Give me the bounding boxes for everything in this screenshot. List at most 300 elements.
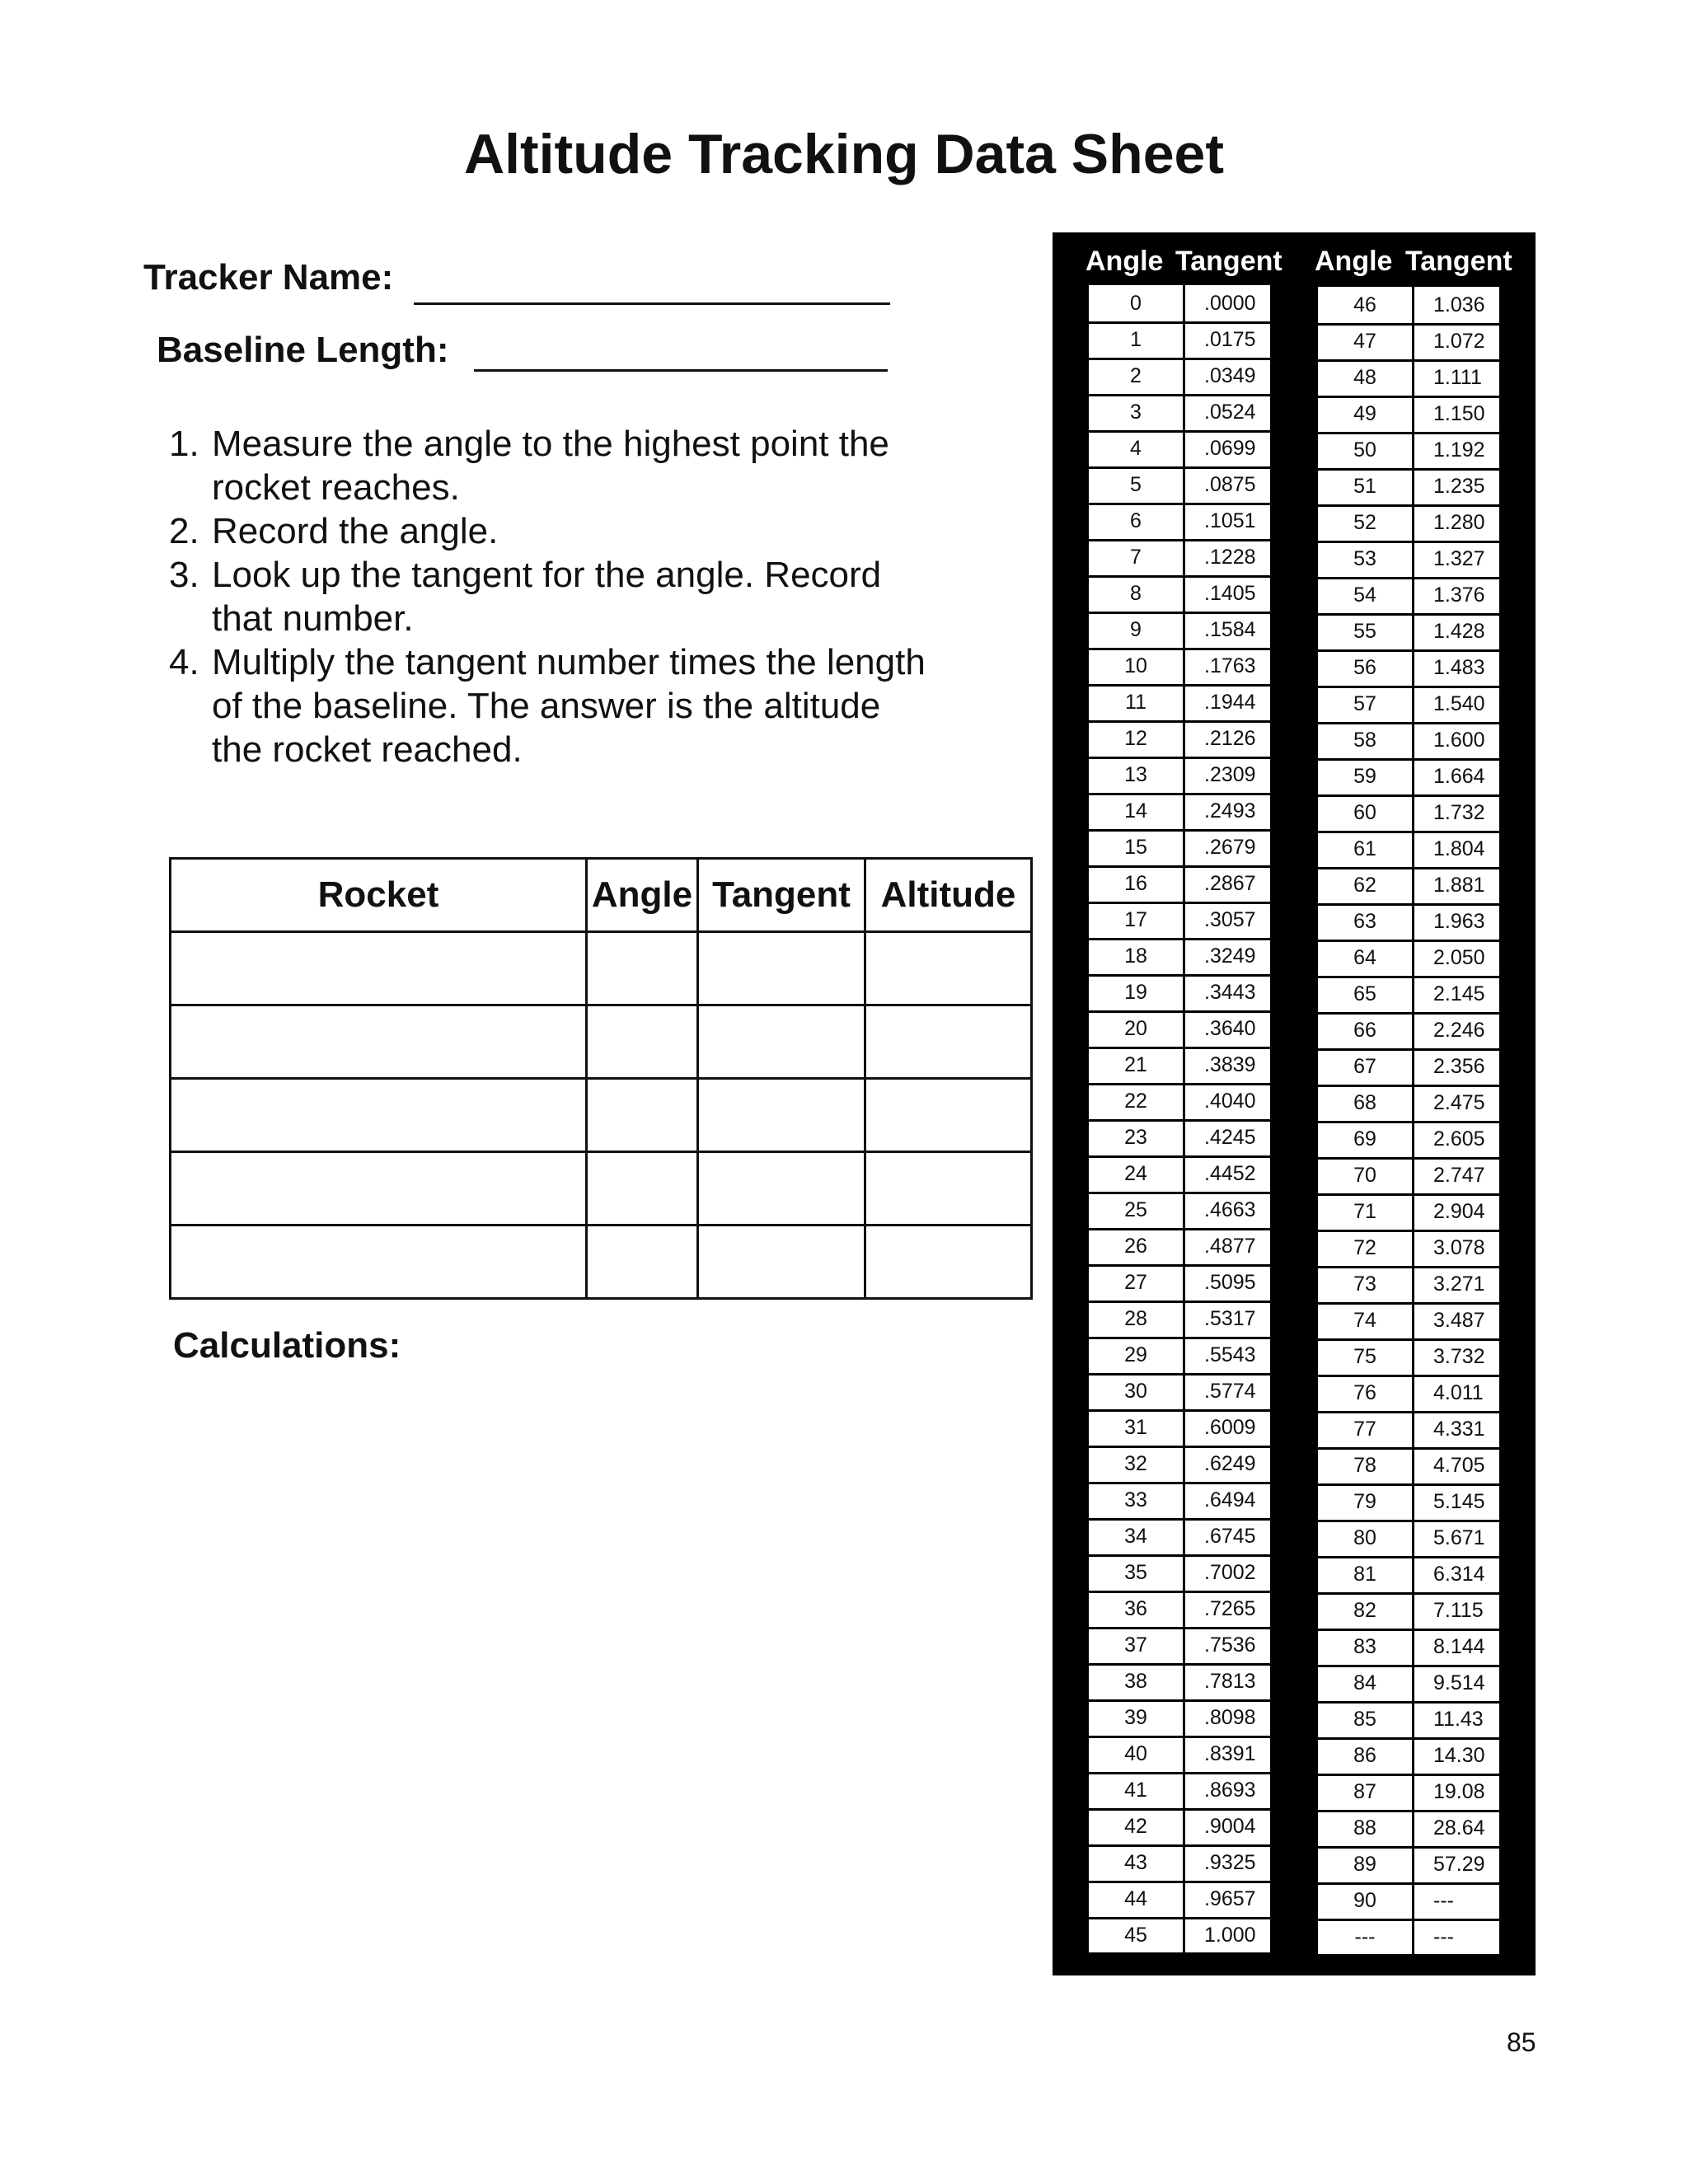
tangent-value: .3443 <box>1204 981 1256 1004</box>
instruction-text: Record the angle. <box>212 511 499 551</box>
angle-value: 14 <box>1089 793 1185 829</box>
tangent-row <box>1089 1337 1270 1376</box>
tangent-row <box>1089 1554 1270 1593</box>
tangent-row <box>1318 1737 1499 1776</box>
tangent-row <box>1089 1881 1270 1919</box>
tangent-row <box>1089 1155 1270 1194</box>
angle-value: 50 <box>1318 432 1414 468</box>
angle-value: 67 <box>1318 1048 1414 1085</box>
tangent-row <box>1318 1483 1499 1522</box>
tangent-row <box>1089 720 1270 759</box>
tangent-row <box>1318 504 1499 543</box>
angle-value: 5 <box>1089 466 1185 503</box>
angle-value: 24 <box>1089 1155 1185 1192</box>
tangent-row <box>1089 1083 1270 1122</box>
angle-value: 3 <box>1089 394 1185 430</box>
angle-value: 56 <box>1318 649 1414 686</box>
angle-value: 40 <box>1089 1736 1185 1772</box>
tangent-value: 8.144 <box>1433 1635 1485 1658</box>
tangent-row <box>1318 359 1499 398</box>
tangent-row <box>1318 831 1499 869</box>
tangent-row <box>1089 829 1270 868</box>
page-title: Altitude Tracking Data Sheet <box>464 123 1224 185</box>
tangent-row <box>1318 1846 1499 1885</box>
tangent-value: 2.246 <box>1433 1019 1485 1042</box>
calculations-label: Calculations: <box>173 1325 401 1366</box>
tangent-row <box>1318 1012 1499 1051</box>
angle-value: 88 <box>1318 1810 1414 1846</box>
tangent-row <box>1089 1301 1270 1339</box>
table-row <box>171 1005 1032 1079</box>
angle-value: 64 <box>1318 940 1414 976</box>
tangent-row <box>1318 432 1499 471</box>
angle-value: 30 <box>1089 1373 1185 1409</box>
tangent-row <box>1318 1338 1499 1377</box>
angle-value: 71 <box>1318 1193 1414 1230</box>
angle-value: 19 <box>1089 974 1185 1010</box>
tangent-value: 1.000 <box>1204 1924 1256 1947</box>
tangent-row <box>1089 1518 1270 1557</box>
tangent-cell[interactable] <box>698 932 865 1005</box>
tangent-value: 3.487 <box>1433 1309 1485 1332</box>
tangent-value: 1.036 <box>1433 293 1485 316</box>
tangent-cell[interactable] <box>698 1005 865 1079</box>
angle-value: 81 <box>1318 1556 1414 1592</box>
rocket-cell[interactable] <box>171 1079 587 1152</box>
tangent-row <box>1318 649 1499 688</box>
tangent-value: 1.483 <box>1433 656 1485 679</box>
tangent-value: .0349 <box>1204 364 1256 387</box>
tangent-value: .1051 <box>1204 509 1256 532</box>
tangent-row <box>1089 902 1270 940</box>
baseline-length-field[interactable] <box>474 369 888 372</box>
angle-value: 31 <box>1089 1409 1185 1446</box>
angle-value: 55 <box>1318 613 1414 649</box>
tangent-value: 1.664 <box>1433 765 1485 788</box>
angle-value: 22 <box>1089 1083 1185 1119</box>
table-row <box>171 1226 1032 1299</box>
tangent-value: 3.732 <box>1433 1345 1485 1368</box>
tangent-row <box>1089 503 1270 541</box>
tangent-value: .5095 <box>1204 1271 1256 1294</box>
tangent-row <box>1318 1302 1499 1341</box>
tangent-row <box>1318 1048 1499 1087</box>
tangent-cell[interactable] <box>698 1152 865 1226</box>
angle-value: 62 <box>1318 867 1414 903</box>
angle-cell[interactable] <box>587 1226 698 1299</box>
angle-value: 75 <box>1318 1338 1414 1375</box>
tangent-row <box>1318 1193 1499 1232</box>
tangent-value: .9325 <box>1204 1851 1256 1874</box>
tangent-value: 19.08 <box>1433 1780 1485 1803</box>
angle-value: 36 <box>1089 1591 1185 1627</box>
angle-value: 39 <box>1089 1699 1185 1736</box>
tangent-row <box>1089 539 1270 578</box>
tangent-row <box>1089 1699 1270 1738</box>
tangent-row <box>1089 684 1270 723</box>
right-tangent-header: Tangent <box>1405 246 1512 277</box>
tangent-row <box>1089 1010 1270 1049</box>
tangent-row <box>1318 1230 1499 1268</box>
tangent-row <box>1089 394 1270 433</box>
tangent-value: 7.115 <box>1433 1599 1484 1622</box>
tangent-value: .7813 <box>1204 1670 1256 1693</box>
angle-value: 74 <box>1318 1302 1414 1338</box>
angle-value: 65 <box>1318 976 1414 1012</box>
tangent-value: .8391 <box>1204 1742 1256 1765</box>
angle-value: 32 <box>1089 1446 1185 1482</box>
angle-cell[interactable] <box>587 1079 698 1152</box>
tangent-column-right <box>1318 287 1499 1954</box>
altitude-cell[interactable] <box>865 932 1032 1005</box>
angle-value: 54 <box>1318 577 1414 613</box>
instructions-list <box>169 422 935 771</box>
angle-value: 69 <box>1318 1121 1414 1157</box>
tangent-value: 2.356 <box>1433 1055 1485 1078</box>
angle-value: 47 <box>1318 323 1414 359</box>
angle-value: 8 <box>1089 575 1185 612</box>
tangent-value: .2493 <box>1204 799 1256 823</box>
tangent-value: 3.078 <box>1433 1236 1485 1259</box>
tangent-value: .9657 <box>1204 1887 1256 1910</box>
angle-value: 87 <box>1318 1774 1414 1810</box>
rocket-cell[interactable] <box>171 1005 587 1079</box>
angle-value: 63 <box>1318 903 1414 940</box>
tangent-row <box>1318 577 1499 616</box>
angle-value: 59 <box>1318 758 1414 794</box>
angle-value: 72 <box>1318 1230 1414 1266</box>
tangent-value: 1.600 <box>1433 729 1485 752</box>
tangent-row <box>1089 938 1270 977</box>
angle-value: 11 <box>1089 684 1185 720</box>
tangent-row <box>1089 1228 1270 1267</box>
angle-value: 2 <box>1089 358 1185 394</box>
angle-value: 83 <box>1318 1629 1414 1665</box>
tangent-value: 9.514 <box>1433 1671 1485 1694</box>
angle-value: 20 <box>1089 1010 1185 1047</box>
tangent-column-header: Tangent <box>698 859 865 932</box>
tangent-value: 2.605 <box>1433 1127 1485 1151</box>
tangent-value: 14.30 <box>1433 1744 1485 1767</box>
angle-cell[interactable] <box>587 932 698 1005</box>
angle-value: 46 <box>1318 287 1414 323</box>
tangent-value: 3.271 <box>1433 1272 1485 1296</box>
angle-value: 41 <box>1089 1772 1185 1808</box>
angle-value: 44 <box>1089 1881 1185 1917</box>
tangent-value: .6745 <box>1204 1525 1256 1548</box>
tangent-row <box>1318 541 1499 579</box>
angle-value: 37 <box>1089 1627 1185 1663</box>
tangent-row <box>1318 976 1499 1015</box>
angle-value: 45 <box>1089 1917 1185 1953</box>
left-angle-header: Angle <box>1085 246 1164 277</box>
tangent-value: .8693 <box>1204 1779 1256 1802</box>
altitude-cell[interactable] <box>865 1005 1032 1079</box>
tangent-row <box>1089 466 1270 505</box>
angle-value: 35 <box>1089 1554 1185 1591</box>
tangent-value: .2126 <box>1204 727 1256 750</box>
angle-value: 25 <box>1089 1192 1185 1228</box>
angle-value: 26 <box>1089 1228 1185 1264</box>
instruction-number: 2. <box>169 511 199 551</box>
tangent-row <box>1089 321 1270 360</box>
tangent-row <box>1318 686 1499 724</box>
angle-value: 60 <box>1318 794 1414 831</box>
angle-value: 82 <box>1318 1592 1414 1629</box>
tangent-value: .4663 <box>1204 1198 1256 1221</box>
tangent-value: 1.376 <box>1433 583 1485 607</box>
tangent-row <box>1318 1447 1499 1486</box>
instruction-number: 1. <box>169 424 199 464</box>
angle-value: 21 <box>1089 1047 1185 1083</box>
tangent-row <box>1089 1844 1270 1883</box>
instruction-number: 3. <box>169 555 199 595</box>
tangent-cell[interactable] <box>698 1226 865 1299</box>
tangent-value: 1.327 <box>1433 547 1485 570</box>
altitude-cell[interactable] <box>865 1226 1032 1299</box>
tangent-value: .1944 <box>1204 691 1256 714</box>
table-row <box>171 932 1032 1005</box>
tangent-value: 1.150 <box>1433 402 1485 425</box>
table-row <box>171 1152 1032 1226</box>
tangent-row <box>1089 612 1270 650</box>
instruction-item <box>169 640 935 771</box>
tangent-value: .1228 <box>1204 546 1256 569</box>
tangent-value: 1.111 <box>1433 366 1482 389</box>
tangent-value: 2.145 <box>1433 982 1485 1005</box>
angle-value: 57 <box>1318 686 1414 722</box>
tangent-value: .0524 <box>1204 401 1256 424</box>
angle-value: 90 <box>1318 1882 1414 1919</box>
tangent-value: .8098 <box>1204 1706 1256 1729</box>
angle-value: 17 <box>1089 902 1185 938</box>
tangent-value: .6009 <box>1204 1416 1256 1439</box>
tangent-lookup-table <box>1053 232 1536 1975</box>
tangent-row <box>1318 468 1499 507</box>
rocket-cell[interactable] <box>171 932 587 1005</box>
baseline-length-label: Baseline Length: <box>157 330 449 370</box>
tangent-value: 4.705 <box>1433 1454 1485 1477</box>
instruction-item <box>169 422 935 509</box>
tangent-row <box>1318 1701 1499 1740</box>
tangent-value: 1.963 <box>1433 910 1485 933</box>
tangent-row <box>1089 1409 1270 1448</box>
tangent-row <box>1089 358 1270 396</box>
tangent-row <box>1089 1591 1270 1629</box>
altitude-cell[interactable] <box>865 1152 1032 1226</box>
instruction-number: 4. <box>169 642 199 682</box>
angle-value: 1 <box>1089 321 1185 358</box>
angle-value: 68 <box>1318 1085 1414 1121</box>
instruction-item <box>169 553 935 640</box>
tangent-row <box>1089 1373 1270 1412</box>
angle-value: 79 <box>1318 1483 1414 1520</box>
tangent-value: 1.540 <box>1433 692 1485 715</box>
tangent-row <box>1089 1808 1270 1847</box>
tangent-value: .3249 <box>1204 944 1256 968</box>
angle-value: 4 <box>1089 430 1185 466</box>
altitude-column-header: Altitude <box>865 859 1032 932</box>
angle-value: 33 <box>1089 1482 1185 1518</box>
tangent-value: --- <box>1433 1925 1454 1948</box>
tangent-value: 1.192 <box>1433 438 1485 462</box>
tangent-value: 1.235 <box>1433 475 1485 498</box>
angle-value: 38 <box>1089 1663 1185 1699</box>
angle-value: --- <box>1318 1919 1414 1955</box>
rocket-record-table <box>169 857 1033 1300</box>
tangent-value: 1.428 <box>1433 620 1485 643</box>
angle-value: 23 <box>1089 1119 1185 1155</box>
page-number: 85 <box>1507 2027 1536 2057</box>
tangent-row <box>1318 758 1499 797</box>
tangent-row <box>1089 1772 1270 1811</box>
angle-value: 6 <box>1089 503 1185 539</box>
tangent-row <box>1089 1192 1270 1230</box>
angle-value: 13 <box>1089 757 1185 793</box>
angle-value: 29 <box>1089 1337 1185 1373</box>
tangent-value: 1.881 <box>1433 874 1485 897</box>
tangent-value: 2.050 <box>1433 946 1485 969</box>
tangent-row <box>1318 794 1499 833</box>
tangent-value: .3057 <box>1204 908 1256 931</box>
tangent-value: .5317 <box>1204 1307 1256 1330</box>
tangent-value: .4877 <box>1204 1235 1256 1258</box>
tangent-value: .0699 <box>1204 437 1256 460</box>
rocket-cell[interactable] <box>171 1152 587 1226</box>
tangent-value: 4.011 <box>1433 1381 1484 1404</box>
table-header-row <box>171 859 1032 932</box>
tangent-value: 5.671 <box>1433 1526 1485 1549</box>
tangent-value: .9004 <box>1204 1815 1256 1838</box>
tangent-row <box>1318 1882 1499 1921</box>
tangent-row <box>1318 1520 1499 1558</box>
rocket-cell[interactable] <box>171 1226 587 1299</box>
altitude-cell[interactable] <box>865 1079 1032 1152</box>
tangent-row <box>1318 1774 1499 1812</box>
tangent-row <box>1089 648 1270 687</box>
angle-value: 49 <box>1318 396 1414 432</box>
tangent-cell[interactable] <box>698 1079 865 1152</box>
tangent-row <box>1089 865 1270 904</box>
angle-value: 15 <box>1089 829 1185 865</box>
tangent-row <box>1089 1047 1270 1085</box>
tangent-row <box>1089 1264 1270 1303</box>
tangent-row <box>1318 722 1499 761</box>
tangent-row <box>1318 1556 1499 1595</box>
instruction-text: Measure the angle to the highest point the rocket reaches. <box>212 424 889 508</box>
tangent-row <box>1318 1665 1499 1704</box>
tangent-value: .7265 <box>1204 1597 1256 1620</box>
tangent-row <box>1318 287 1499 326</box>
tangent-value: .6494 <box>1204 1488 1256 1511</box>
angle-column-header: Angle <box>587 859 698 932</box>
tracker-name-field[interactable] <box>414 302 890 305</box>
angle-value: 80 <box>1318 1520 1414 1556</box>
tangent-value: .5543 <box>1204 1343 1256 1366</box>
angle-value: 52 <box>1318 504 1414 541</box>
tangent-row <box>1318 1592 1499 1631</box>
angle-value: 16 <box>1089 865 1185 902</box>
tangent-row <box>1089 285 1270 324</box>
table-row <box>171 1079 1032 1152</box>
angle-value: 78 <box>1318 1447 1414 1483</box>
left-tangent-header: Tangent <box>1175 246 1282 277</box>
angle-value: 27 <box>1089 1264 1185 1301</box>
tangent-row <box>1318 1629 1499 1667</box>
tangent-row <box>1318 867 1499 906</box>
tangent-row <box>1089 974 1270 1013</box>
tangent-row <box>1089 575 1270 614</box>
tangent-value: .1584 <box>1204 618 1256 641</box>
tangent-value: 1.280 <box>1433 511 1485 534</box>
tangent-row <box>1318 1266 1499 1305</box>
tangent-row <box>1318 1121 1499 1160</box>
tangent-value: .0875 <box>1204 473 1256 496</box>
tangent-value: .7002 <box>1204 1561 1256 1584</box>
tangent-row <box>1089 1446 1270 1484</box>
tangent-value: .7536 <box>1204 1633 1256 1657</box>
angle-value: 9 <box>1089 612 1185 648</box>
angle-value: 0 <box>1089 285 1185 321</box>
tangent-value: 28.64 <box>1433 1816 1485 1840</box>
tangent-value: .0175 <box>1204 328 1256 351</box>
tangent-row <box>1089 1119 1270 1158</box>
tangent-value: 1.732 <box>1433 801 1485 824</box>
tangent-value: 11.43 <box>1433 1708 1484 1731</box>
angle-cell[interactable] <box>587 1152 698 1226</box>
tangent-row <box>1318 903 1499 942</box>
angle-value: 76 <box>1318 1375 1414 1411</box>
tangent-value: 57.29 <box>1433 1853 1485 1876</box>
tangent-row <box>1318 1375 1499 1413</box>
tangent-value: .6249 <box>1204 1452 1256 1475</box>
angle-value: 66 <box>1318 1012 1414 1048</box>
tangent-value: .2679 <box>1204 836 1256 859</box>
tangent-row <box>1089 757 1270 795</box>
tangent-value: .2867 <box>1204 872 1256 895</box>
tangent-value: .3640 <box>1204 1017 1256 1040</box>
tangent-row <box>1089 1627 1270 1666</box>
angle-value: 51 <box>1318 468 1414 504</box>
tangent-value: .4040 <box>1204 1090 1256 1113</box>
tangent-row <box>1089 793 1270 832</box>
tangent-value: .2309 <box>1204 763 1256 786</box>
tangent-value: .0000 <box>1204 292 1256 315</box>
tangent-row <box>1318 396 1499 434</box>
tracker-name-label: Tracker Name: <box>143 257 394 298</box>
tangent-value: 6.314 <box>1433 1563 1485 1586</box>
angle-value: 18 <box>1089 938 1185 974</box>
angle-value: 85 <box>1318 1701 1414 1737</box>
angle-cell[interactable] <box>587 1005 698 1079</box>
rocket-column-header: Rocket <box>171 859 587 932</box>
tangent-value: 2.475 <box>1433 1091 1485 1114</box>
angle-value: 58 <box>1318 722 1414 758</box>
tangent-value: .4245 <box>1204 1126 1256 1149</box>
angle-value: 86 <box>1318 1737 1414 1774</box>
tangent-row <box>1089 1482 1270 1521</box>
instruction-text: Look up the tangent for the angle. Record that number. <box>212 555 882 639</box>
tangent-value: 5.145 <box>1433 1490 1485 1513</box>
angle-value: 61 <box>1318 831 1414 867</box>
tangent-value: 2.904 <box>1433 1200 1485 1223</box>
tangent-value: .1405 <box>1204 582 1256 605</box>
angle-value: 28 <box>1089 1301 1185 1337</box>
instruction-text: Multiply the tangent number times the length of the baseline. The answer is the altitude the rocket reached. <box>212 642 926 770</box>
angle-value: 43 <box>1089 1844 1185 1881</box>
angle-value: 89 <box>1318 1846 1414 1882</box>
tangent-value: .1763 <box>1204 654 1256 677</box>
